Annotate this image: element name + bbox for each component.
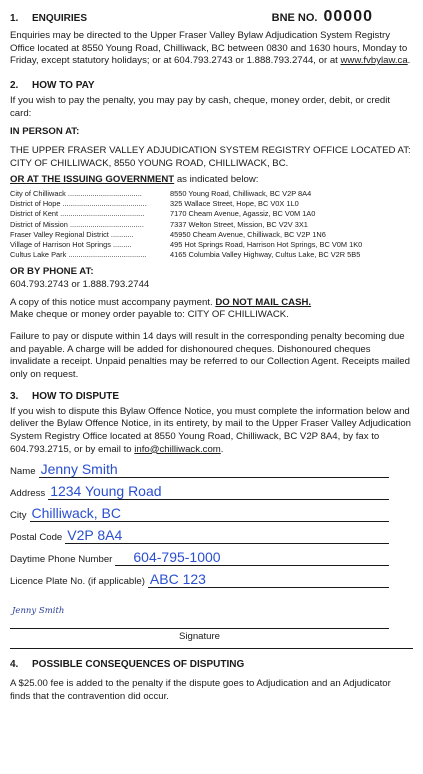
section-number: 1.	[10, 13, 19, 24]
office-address: 495 Hot Springs Road, Harrison Hot Springs, BC V0M 1K0	[170, 240, 363, 249]
office-name: Fraser Valley Regional District ...........	[10, 229, 134, 239]
name-field[interactable]: Jenny Smith	[39, 461, 389, 478]
enquiries-text	[10, 30, 413, 68]
postal-code-field[interactable]: V2P 8A4	[65, 527, 389, 544]
office-row	[10, 220, 413, 230]
copy-notice	[10, 297, 413, 322]
postal-code-row	[10, 526, 413, 544]
phone-field[interactable]: 604-795-1000	[115, 549, 389, 566]
issuing-government-heading	[10, 174, 413, 187]
office-row	[10, 209, 413, 219]
bne-number-block	[272, 8, 373, 26]
enquiries-header	[10, 8, 413, 26]
office-address: 45950 Cheam Avenue, Chilliwack, BC V2P 1N6	[170, 229, 326, 239]
office-row	[10, 240, 413, 250]
by-phone-heading: OR BY PHONE AT:	[10, 266, 94, 278]
licence-plate-row	[10, 570, 413, 588]
registry-office-address: THE UPPER FRASER VALLEY ADJUDICATION SYSTEM REGISTRY OFFICE LOCATED AT: CITY OF CHILLIWACK, 8550 YOUNG ROAD, CHILLIWACK, BC.	[10, 144, 411, 169]
section-title: POSSIBLE CONSEQUENCES OF DISPUTING	[32, 659, 245, 671]
section-number: 4.	[10, 659, 19, 671]
dispute-text	[10, 406, 413, 457]
office-name: Cultus Lake Park ......................................	[10, 250, 147, 260]
bne-number: 00000	[323, 8, 373, 25]
bne-label: BNE NO.	[271, 12, 318, 24]
office-row	[10, 199, 413, 209]
phone-numbers: 604.793.2743 or 1.888.793.2744	[10, 279, 150, 291]
issuing-government-label: OR AT THE ISSUING GOVERNMENT	[10, 174, 175, 186]
in-person-heading: IN PERSON AT:	[10, 126, 80, 138]
enquiries-suffix: .	[407, 55, 411, 67]
section-title: ENQUIRIES	[32, 13, 88, 24]
pay-intro: If you wish to pay the penalty, you may pay by cash, cheque, money order, debit, or credit card:	[10, 94, 391, 119]
enquiries-body: Enquiries may be directed to the Upper Fraser Valley Bylaw Adjudication System Registry Office located at 8550 Young Road, Chilliwack, BC between 0830 and 1630 hours, Monday to Friday, except statutory holidays; or at 604.793.2743 or 1.888.793.2744, or at	[10, 30, 408, 67]
how-to-dispute-header	[10, 391, 413, 402]
office-address: 325 Wallace Street, Hope, BC V0X 1L0	[170, 199, 299, 209]
name-label: Name	[10, 466, 36, 478]
office-name: Village of Harrison Hot Springs .........	[10, 240, 132, 249]
section-title: HOW TO PAY	[32, 79, 95, 91]
section-divider	[10, 648, 413, 649]
address-row	[10, 482, 413, 500]
section-title: HOW TO DISPUTE	[32, 390, 120, 402]
address-field[interactable]: 1234 Young Road	[48, 483, 389, 500]
section-number: 2.	[10, 79, 19, 91]
name-row	[10, 460, 413, 478]
no-mail-cash-warning: DO NOT MAIL CASH.	[215, 296, 312, 308]
email-link[interactable]: info@chilliwack.com	[134, 443, 221, 455]
copy-notice-text: A copy of this notice must accompany payment.	[10, 296, 216, 308]
section-number: 3.	[10, 390, 19, 402]
office-address: 7170 Cheam Avenue, Agassiz, BC V0M 1A0	[170, 209, 316, 219]
phone-label: Daytime Phone Number	[10, 554, 113, 566]
address-label: Address	[10, 488, 46, 500]
licence-plate-label: Licence Plate No. (if applicable)	[10, 576, 145, 588]
office-name: City of Chilliwack ....................................	[10, 188, 142, 198]
failure-text: Failure to pay or dispute within 14 days will result in the corresponding penalty becoming due and payable. A charge will be added for dishonoured cheques. Dishonoured cheques invalidate a receipt. Unpaid penalties may be referred to our Collection Agent. Receipts mailed only on request.	[10, 331, 410, 381]
signature-field[interactable]	[10, 598, 389, 629]
dispute-body: If you wish to dispute this Bylaw Offence Notice, you must complete the information below and deliver the Bylaw Offence Notice, in its entirety, by mail to the Upper Fraser Valley Adjudication System Registry Office located at 8550 Young Road, Chilliwack, BC V2P 8A4, by fax to 604.793.2715, or by email to	[10, 405, 411, 455]
city-label: City	[10, 510, 27, 522]
postal-code-label: Postal Code	[10, 532, 63, 544]
office-row	[10, 189, 413, 199]
signature-label: Signature	[178, 631, 221, 643]
phone-row	[10, 548, 413, 566]
issuing-government-suffix: as indicated below:	[174, 174, 259, 186]
payable-to: Make cheque or money order payable to: CITY OF CHILLIWACK.	[10, 309, 289, 321]
office-row	[10, 250, 413, 260]
licence-plate-field[interactable]: ABC 123	[148, 571, 389, 588]
office-name: District of Hope .........................................	[10, 199, 147, 209]
issuing-offices-list	[10, 189, 413, 261]
city-row	[10, 504, 413, 522]
consequences-text: A $25.00 fee is added to the penalty if the dispute goes to Adjudication and an Adjudicator finds that the contravention did occur.	[10, 678, 391, 702]
city-field[interactable]: Chilliwack, BC	[30, 505, 389, 522]
signature-script: Jenny Smith	[12, 606, 65, 617]
office-row	[10, 230, 413, 240]
office-address: 7337 Welton Street, Mission, BC V2V 3X1	[170, 219, 308, 229]
dispute-suffix: .	[220, 443, 224, 455]
website-link[interactable]: www.fvbylaw.ca	[340, 55, 408, 67]
office-address: 4165 Columbia Valley Highway, Cultus Lake, BC V2R 5B5	[170, 250, 361, 260]
office-name: District of Kent .........................................	[10, 209, 145, 219]
how-to-pay-header	[10, 80, 413, 91]
office-address: 8550 Young Road, Chilliwack, BC V2P 8A4	[170, 188, 312, 198]
office-name: District of Mission ....................................	[10, 219, 144, 229]
consequences-header	[10, 659, 413, 670]
